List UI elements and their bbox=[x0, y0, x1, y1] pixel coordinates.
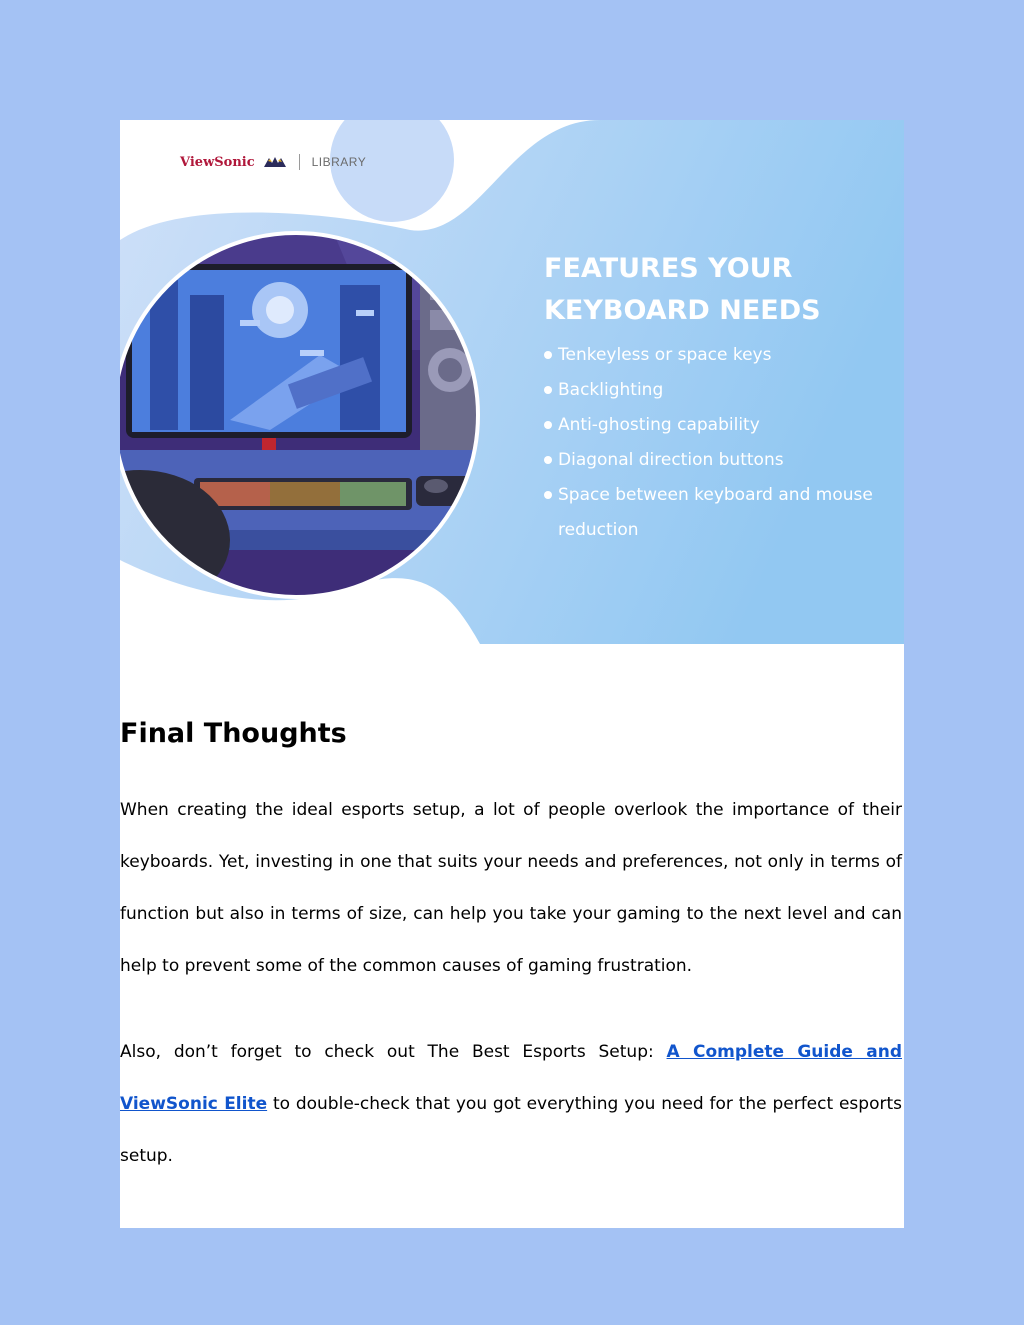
decorative-circle bbox=[330, 120, 454, 222]
feature-item: Anti-ghosting capability bbox=[544, 408, 894, 443]
features-title: FEATURES YOUR KEYBOARD NEEDS bbox=[544, 253, 821, 326]
birds-logo-icon bbox=[263, 155, 287, 169]
viewsonic-elite-link[interactable]: ViewSonic Elite bbox=[120, 1094, 268, 1114]
library-label: LIBRARY bbox=[311, 155, 367, 169]
keyboard-features-banner bbox=[120, 120, 904, 644]
final-thoughts-paragraph: When creating the ideal esports setup, a lot of people overlook the importance of their keyboards. Yet, investing in one that suits your needs and preferences, not only in terms of function but also in terms of size, can help you take your gaming to the next level and can help to prevent some of the common causes of gaming frustration. bbox=[120, 800, 902, 976]
document-page bbox=[120, 120, 904, 1228]
feature-item: Diagonal direction buttons bbox=[544, 443, 894, 478]
related-links-paragraph: Also, don’t forget to check out The Best Esports Setup: A Complete Guide and ViewSonic Elite to double-check that you got everything you need for the perfect esports setup. bbox=[120, 1042, 902, 1166]
section-heading: Final Thoughts bbox=[120, 718, 347, 749]
brand-name: ViewSonic bbox=[180, 154, 255, 170]
feature-item: Tenkeyless or space keys bbox=[544, 338, 894, 373]
bullet-icon bbox=[544, 351, 552, 359]
features-panel bbox=[544, 248, 894, 548]
complete-guide-link[interactable]: A Complete Guide and bbox=[666, 1042, 902, 1062]
logo-divider bbox=[299, 154, 300, 170]
features-list bbox=[544, 338, 894, 548]
feature-item: Space between keyboard and mouse reduction bbox=[544, 478, 894, 548]
bullet-icon bbox=[544, 456, 552, 464]
feature-item: Backlighting bbox=[544, 373, 894, 408]
bullet-icon bbox=[544, 491, 552, 499]
bullet-icon bbox=[544, 386, 552, 394]
bullet-icon bbox=[544, 421, 552, 429]
viewsonic-library-logo bbox=[180, 154, 366, 170]
